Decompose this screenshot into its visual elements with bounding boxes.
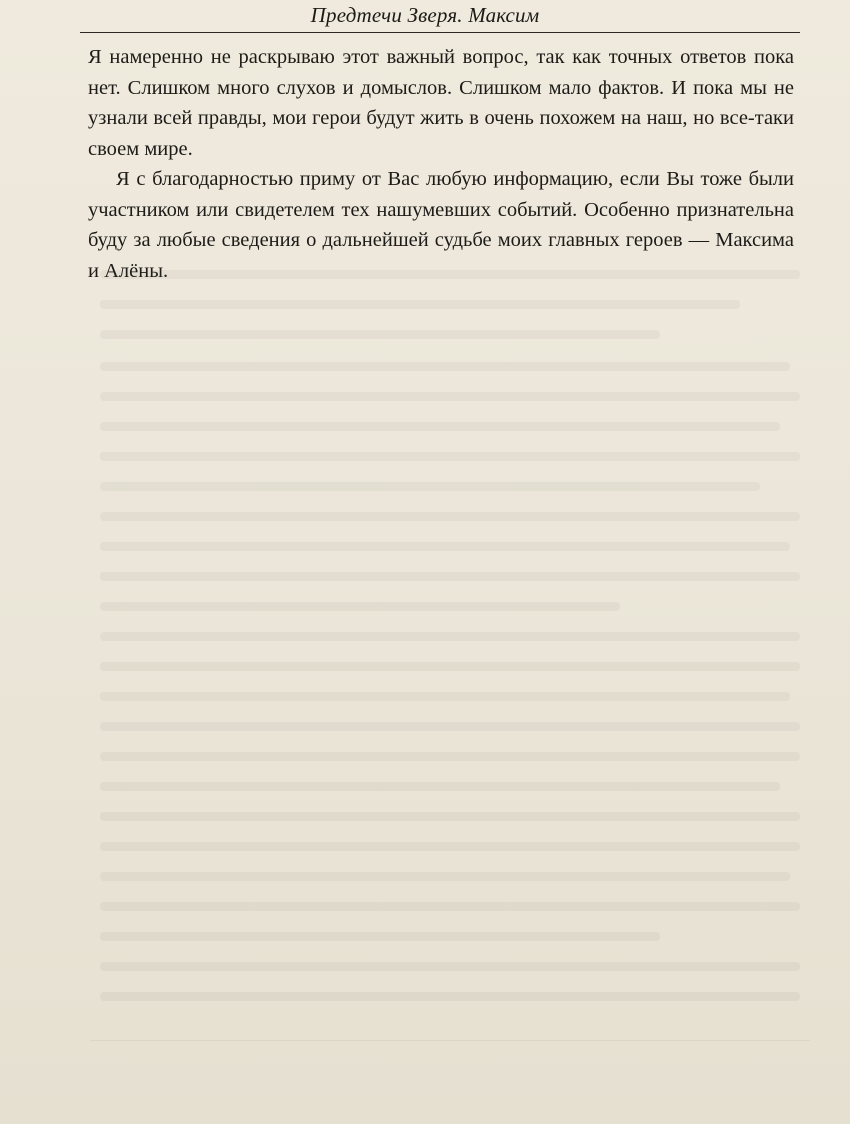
reverse-side-show-through <box>100 270 800 1050</box>
paragraph-2: Я с благодарностью приму от Вас любую информацию, если Вы тоже были участником или свидетелем тех нашумевших событий. Особенно признательна буду за любые сведения о дальнейшей судьбе моих главных героев — Максима и Алёны. <box>88 168 794 282</box>
header-divider <box>80 32 800 33</box>
paragraph-1: Я намеренно не раскрываю этот важный вопрос, так как точных ответов пока нет. Слишком много слухов и домыслов. Слишком мало фактов. И пока мы не узнали всей правды, мои герои будут жить в очень похожем на наш, но все-таки своем мире. <box>88 46 794 160</box>
page-body-text <box>88 42 794 286</box>
running-header-title: Предтечи Зверя. Максим <box>310 3 540 27</box>
reverse-side-rule <box>90 1040 810 1041</box>
